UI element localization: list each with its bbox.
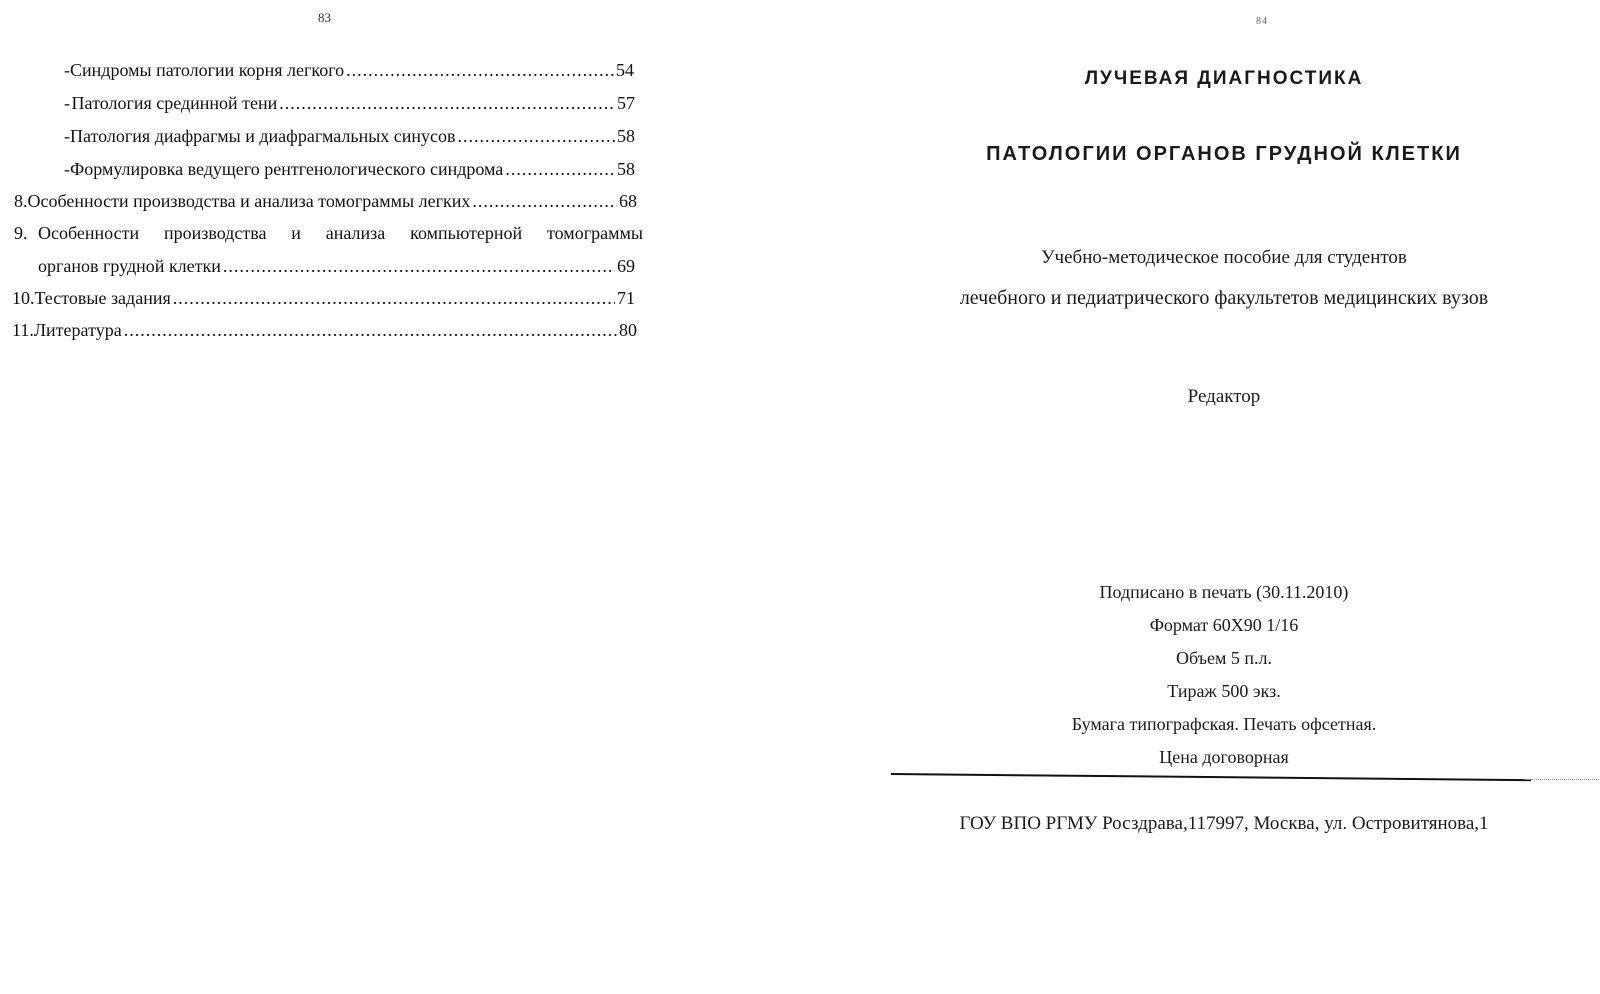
toc-marker: 8. — [14, 191, 28, 211]
page-number-right: 84 — [1256, 16, 1268, 27]
toc-title-word: томограммы — [547, 223, 643, 243]
toc-marker: 9. — [14, 223, 28, 243]
toc-title-word: анализа — [325, 223, 386, 243]
toc-marker: 10. — [12, 288, 35, 308]
toc-page: 58 — [617, 126, 635, 146]
toc-title-word: Особенности — [38, 223, 140, 243]
toc-title-word: и — [291, 223, 301, 243]
imprint-volume: Объем 5 п.л. — [1175, 648, 1272, 668]
page-number-left: 83 — [318, 10, 331, 25]
toc-entry-marker — [14, 222, 38, 244]
toc-entry-continuation — [38, 255, 635, 277]
imprint-print-run: Тираж 500 экз. — [1167, 681, 1281, 701]
toc-title: Формулировка ведущего рентгенологического синдрома — [70, 159, 504, 179]
imprint-format: Формат 60Х90 1/16 — [1149, 615, 1299, 635]
toc-page: 58 — [617, 159, 635, 179]
toc-marker: - — [64, 159, 70, 179]
toc-leader — [505, 158, 615, 180]
toc-marker: 11. — [12, 320, 34, 340]
toc-page: 69 — [617, 256, 635, 276]
toc-leader — [458, 125, 615, 147]
toc-marker: - — [64, 93, 70, 113]
toc-title-word: производства — [163, 223, 267, 243]
imprint-block — [800, 576, 1600, 774]
imprint-signed: Подписано в печать (30.11.2010) — [1099, 582, 1349, 602]
toc-leader — [472, 190, 617, 212]
toc-title: органов грудной клетки — [38, 256, 221, 276]
toc-page: 71 — [617, 288, 635, 308]
imprint-paper: Бумага типографская. Печать офсетная. — [1071, 714, 1377, 734]
editor-label: Редактор — [1187, 386, 1261, 407]
toc-title: Особенности производства и анализа томограммы легких — [27, 191, 471, 211]
toc-leader — [173, 287, 615, 309]
toc-marker: - — [64, 60, 70, 80]
toc-title: Синдромы патологии корня легкого — [70, 60, 345, 80]
toc-entry — [64, 125, 635, 147]
toc-page: 80 — [619, 320, 637, 340]
toc-title: Литература — [33, 320, 122, 340]
toc-leader — [279, 92, 615, 114]
toc-title: Патология диафрагмы и диафрагмальных синусов — [70, 126, 456, 146]
toc-marker: - — [64, 126, 70, 146]
subtitle-line1: Учебно-методическое пособие для студентов — [1041, 247, 1407, 268]
toc-leader — [223, 255, 615, 277]
toc-title-word: компьютерной — [410, 223, 523, 243]
toc-entry — [12, 287, 635, 309]
toc-leader — [346, 59, 614, 81]
toc-entry-justified — [38, 222, 643, 244]
imprint-price: Цена договорная — [1159, 747, 1289, 767]
subtitle-line2: лечебного и педиатрического факультетов медицинских вузов — [959, 287, 1489, 309]
toc-page: 57 — [617, 93, 635, 113]
toc-title: Патология срединной тени — [71, 93, 278, 113]
toc-entry — [64, 59, 634, 81]
toc-leader — [124, 319, 617, 341]
toc-entry — [12, 319, 637, 341]
book-title-line2: ПАТОЛОГИИ ОРГАНОВ ГРУДНОЙ КЛЕТКИ — [986, 143, 1462, 165]
rule-tail — [1531, 779, 1600, 780]
toc-page: 68 — [619, 191, 637, 211]
publisher-address: ГОУ ВПО РГМУ Росздрава,117997, Москва, ул. Островитянова,1 — [959, 813, 1489, 834]
toc-entry — [64, 158, 635, 180]
toc-entry — [64, 92, 635, 114]
right-page — [800, 0, 1600, 994]
book-title-line1: ЛУЧЕВАЯ ДИАГНОСТИКА — [1084, 68, 1364, 89]
toc-title: Тестовые задания — [34, 288, 171, 308]
toc-page: 54 — [616, 60, 634, 80]
toc-entry — [14, 190, 637, 212]
horizontal-rule — [891, 773, 1531, 781]
